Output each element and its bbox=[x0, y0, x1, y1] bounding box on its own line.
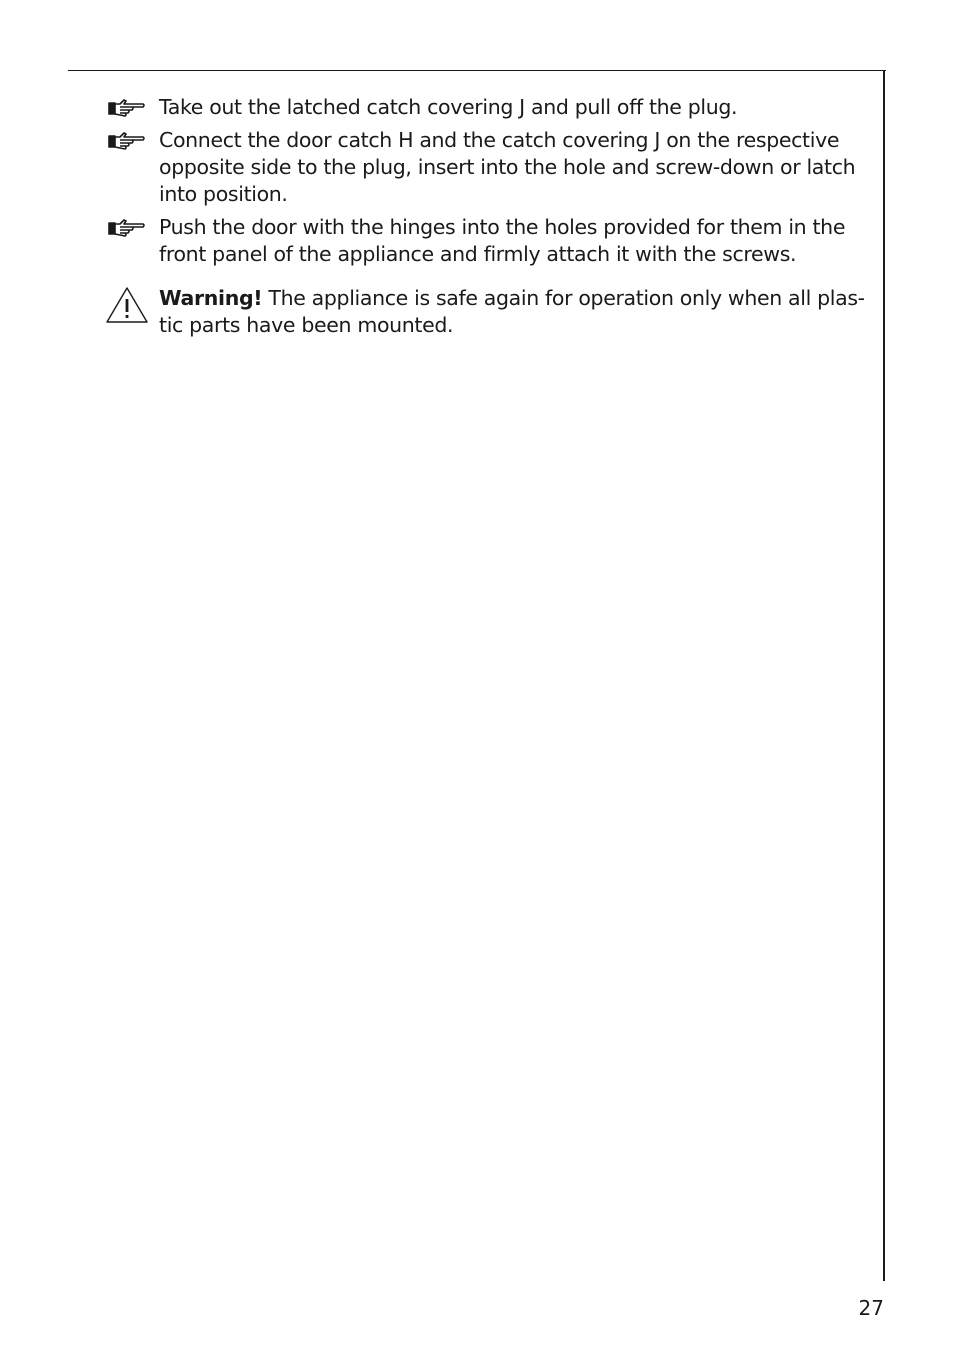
instruction-item bbox=[106, 94, 866, 121]
pointing-hand-icon bbox=[106, 98, 148, 118]
pointing-hand-icon bbox=[106, 131, 148, 151]
warning-label: Warning! bbox=[159, 286, 263, 310]
page-number: 27 bbox=[858, 1296, 884, 1320]
page-content bbox=[106, 94, 866, 339]
instruction-text: Take out the latched catch covering J and pull off the plug. bbox=[159, 95, 738, 119]
warning-text: The appliance is safe again for operation only when all plas-tic parts have been mounted. bbox=[159, 286, 865, 337]
instruction-item bbox=[106, 214, 866, 268]
instruction-text: Connect the door catch H and the catch covering J on the respective opposite side to the plug, insert into the hole and screw-down or latch into position. bbox=[159, 128, 856, 206]
right-margin-rule bbox=[883, 70, 885, 1281]
instruction-item bbox=[106, 127, 866, 208]
warning-notice bbox=[106, 285, 866, 339]
pointing-hand-icon bbox=[106, 218, 148, 238]
top-rule bbox=[68, 70, 886, 71]
warning-triangle-icon bbox=[106, 285, 150, 325]
instruction-text: Push the door with the hinges into the holes provided for them in the front panel of the appliance and firmly attach it with the screws. bbox=[159, 215, 846, 266]
